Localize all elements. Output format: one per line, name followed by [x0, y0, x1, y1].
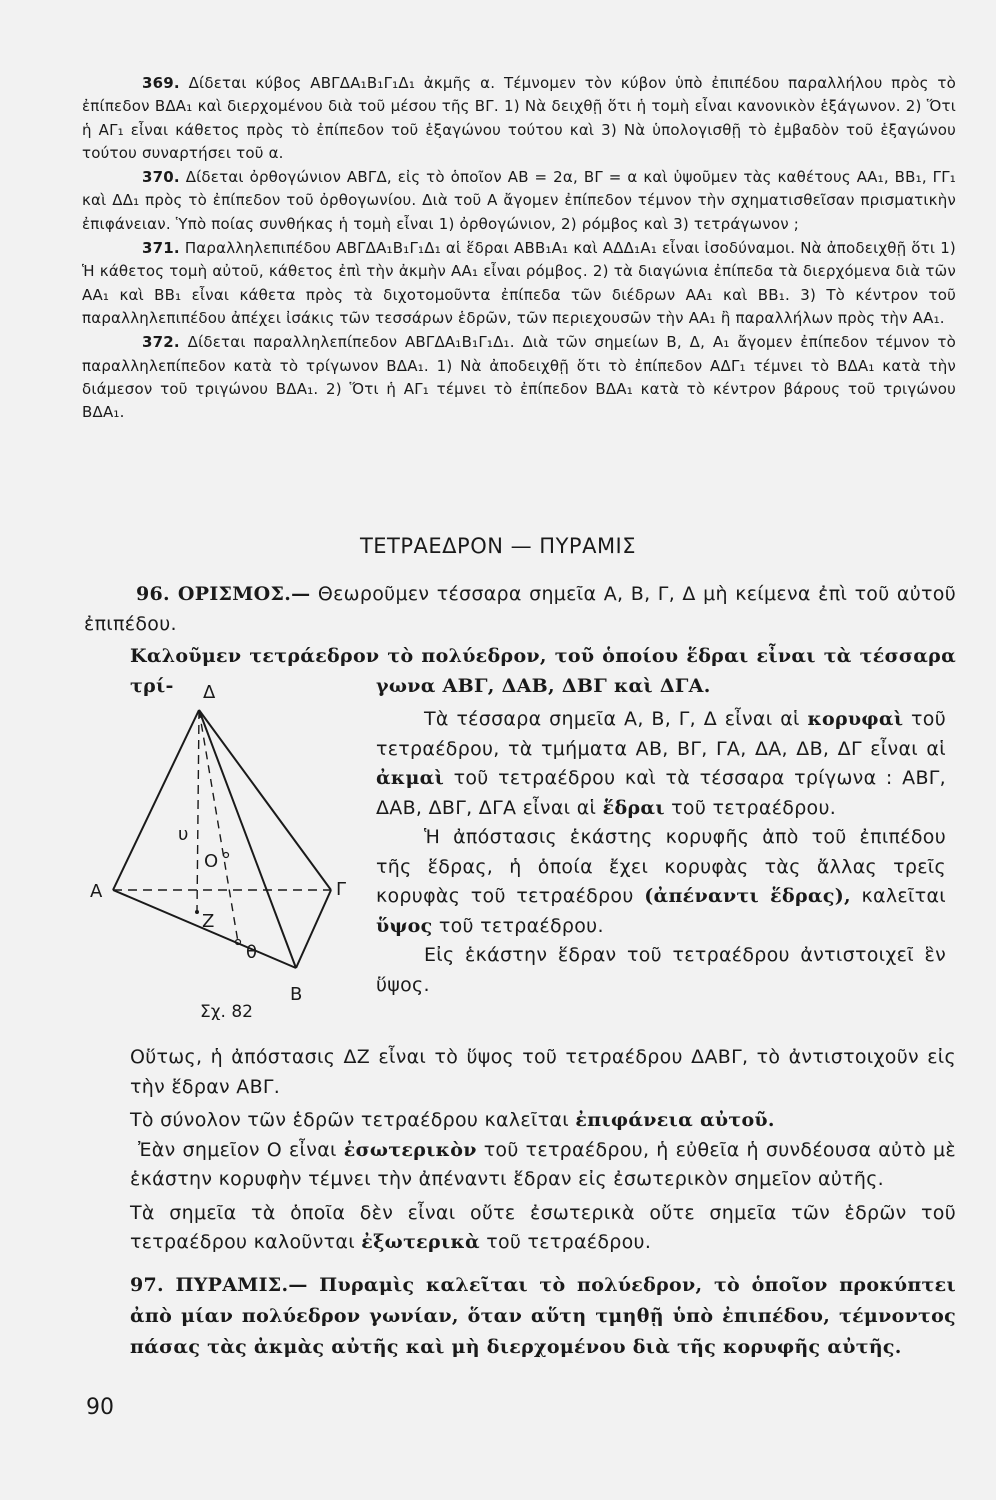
definition-line-1: Καλοῦμεν τετράεδρον τὸ πολύεδρον, τοῦ ὁποίου ἕδραι εἶναι τὰ τέσσαρα τρί- — [130, 645, 956, 697]
edge-DG — [199, 710, 331, 890]
label-G: Γ — [336, 879, 347, 900]
tetrahedron-diagram — [86, 680, 356, 1020]
right-column-text — [376, 705, 946, 1000]
exterior-paragraph: Τὰ σημεῖα τὰ ὁποῖα δὲν εἶναι οὔτε ἐσωτερικὰ οὔτε σημεῖα τῶν ἑδρῶν τοῦ τετραέδρου καλοῦνται ἐξωτερικὰ τοῦ τετραέδρου. — [130, 1201, 956, 1253]
label-O: Ο — [204, 851, 219, 872]
problems-block — [82, 72, 956, 424]
example-paragraph: Οὕτως, ἡ ἀπόστασις ΔΖ εἶναι τὸ ὕψος τοῦ τετραέδρου ΔΑΒΓ, τὸ ἀντιστοιχοῦν εἰς τὴν ἕδραν ΑΒΓ. — [130, 1046, 956, 1098]
label-B: Β — [290, 984, 303, 1005]
label-A: Α — [90, 881, 103, 902]
definition-intro: 96. ΟΡΙΣΜΟΣ.— Θεωροῦμεν τέσσαρα σημεῖα Α, Β, Γ, Δ μὴ κείμενα ἐπὶ τοῦ αὐτοῦ ἐπιπέδου. — [84, 583, 956, 635]
tetrahedron-figure — [86, 680, 356, 1020]
label-theta: θ — [246, 942, 258, 963]
label-D: Δ — [203, 682, 216, 703]
height-paragraph: Ἡ ἀπόστασις ἑκάστης κορυφῆς ἀπὸ τοῦ ἐπιπέδου τῆς ἕδρας, ἡ ὁποία ἔχει κορυφὰς τὰς ἄλλας τρεῖς κορυφὰς τοῦ τετραέδρου (ἀπέναντι ἕδρας), καλεῖται ὕψος τοῦ τετραέδρου. — [376, 826, 947, 937]
problem-372: 372. Δίδεται παραλληλεπίπεδον ΑΒΓΔΑ₁Β₁Γ₁Δ₁. Διὰ τῶν σημείων Β, Δ, Α₁ ἄγομεν ἐπίπεδον τέμνον τὸ παραλληλεπίπεδον κατὰ τὸ τρίγωνον ΒΔΑ₁. 1) Νὰ ἀποδειχθῇ ὅτι τὸ ἐπίπεδον ΑΔΓ₁ τέμνει τὸ ΒΔΑ₁ κατὰ τὴν διάμεσον τοῦ τριγώνου ΒΔΑ₁. 2) Ὅτι ἡ ΑΓ₁ τέμνει τὸ ἐπίπεδον ΒΔΑ₁ κατὰ τὸ κέντρον βάρους τοῦ τριγώνου ΒΔΑ₁. — [82, 333, 956, 422]
problem-371: 371. Παραλληλεπιπέδου ΑΒΓΔΑ₁Β₁Γ₁Δ₁ αἱ ἕδραι ΑΒΒ₁Α₁ καὶ ΑΔΔ₁Α₁ εἶναι ἰσοδύναμοι. Νὰ ἀποδειχθῇ ὅτι 1) Ἡ κάθετος τομὴ αὐτοῦ, κάθετος ἐπὶ τὴν ἀκμὴν ΑΑ₁ εἶναι ρόμβος. 2) τὰ διαγώνια ἐπίπεδα τὰ διερχόμενα διὰ τῶν ΑΑ₁ καὶ ΒΒ₁ εἶναι κάθετα πρὸς τὰ διχοτομοῦντα ἐπίπεδα τῶν διέδρων ΑΑ₁ καὶ ΒΒ₁. 3) Τὸ κέντρον τοῦ παραλληλεπιπέδου ἀπέχει ἰσάκις τῶν τεσσάρων ἑδρῶν, τῶν περιεχουσῶν τὴν ΑΑ₁ ἢ παραλλήλων πρὸς τὴν ΑΑ₁. — [82, 239, 956, 327]
pyramid-definition: 97. ΠΥΡΑΜΙΣ.— Πυραμὶς καλεῖται τὸ πολύεδρον, τὸ ὁποῖον προκύπτει ἀπὸ μίαν πολύεδρον γωνίαν, ὅταν αὕτη τμηθῇ ὑπὸ ἐπιπέδου, τέμνοντος πάσας τὰς ἀκμὰς αὐτῆς καὶ μὴ διερχομένου διὰ τῆς κορυφῆς αὐτῆς. — [130, 1274, 956, 1358]
section-title: ΤΕΤΡΑΕΔΡΟΝ — ΠΥΡΑΜΙΣ — [359, 534, 637, 558]
height-DZ — [197, 710, 199, 912]
edge-GB — [296, 890, 331, 968]
problem-370: 370. Δίδεται ὀρθογώνιον ΑΒΓΔ, εἰς τὸ ὁποῖον ΑΒ = 2α, ΒΓ = α καὶ ὑψοῦμεν τὰς καθέτους ΑΑ₁, ΒΒ₁, ΓΓ₁ καὶ ΔΔ₁ πρὸς τὸ ἐπίπεδον τοῦ ὀρθογωνίου. Διὰ τοῦ Α ἄγομεν ἐπίπεδον τέμνον τὴν σχηματισθεῖσαν πρισματικὴν ἐπιφάνειαν. Ὑπὸ ποίας συνθήκας ἡ τομὴ εἶναι 1) ὀρθογώνιον, 2) ρόμβος καὶ 3) τετράγωνον ; — [82, 168, 957, 233]
problem-369: 369. Δίδεται κύβος ΑΒΓΔΑ₁Β₁Γ₁Δ₁ ἀκμῆς α. Τέμνομεν τὸν κύβον ὑπὸ ἐπιπέδου παραλλήλου πρὸς τὸ ἐπίπεδον ΒΔΑ₁ καὶ διερχομένου διὰ τοῦ μέσου τῆς ΒΓ. 1) Νὰ δειχθῇ ὅτι ἡ τομὴ εἶναι κανονικὸν ἑξάγωνον. 2) Ὅτι ἡ ΑΓ₁ εἶναι κάθετος πρὸς τὸ ἐπίπεδον τοῦ ἑξαγώνου τούτου καὶ 3) Νὰ ὑπολογισθῇ τὸ ἐμβαδὸν τοῦ ἑξαγώνου τούτου συναρτήσει τοῦ α. — [82, 74, 956, 162]
edge-DA — [113, 710, 199, 890]
vertices-paragraph: Τὰ τέσσαρα σημεῖα Α, Β, Γ, Δ εἶναι αἱ κορυφαὶ τοῦ τετραέδρου, τὰ τμήματα ΑΒ, ΒΓ, ΓΑ, ΔΑ, ΔΒ, ΔΓ εἶναι αἱ ἀκμαὶ τοῦ τετραέδρου καὶ τὰ τέσσαρα τρίγωνα : ΑΒΓ, ΔΑΒ, ΔΒΓ, ΔΓΑ εἶναι αἱ ἕδραι τοῦ τετραέδρου. — [376, 708, 947, 819]
surface-paragraph: Τὸ σύνολον τῶν ἑδρῶν τετραέδρου καλεῖται ἐπιφάνεια αὐτοῦ. — [130, 1109, 775, 1131]
label-Z: Ζ — [202, 911, 215, 932]
definition-line-2: γωνα ΑΒΓ, ΔΑΒ, ΔΒΓ καὶ ΔΓΑ. — [376, 675, 711, 697]
point-O — [224, 853, 229, 858]
figure-caption: Σχ. 82 — [200, 1002, 254, 1020]
interior-paragraph: Ἐὰν σημεῖον Ο εἶναι ἐσωτερικὸν τοῦ τετραέδρου, ἡ εὐθεῖα ἡ συνδέουσα αὐτὸ μὲ ἑκάστην κορυφὴν τέμνει τὴν ἀπέναντι ἕδραν εἰς ἐσωτερικὸν σημεῖον αὐτῆς. — [130, 1138, 957, 1190]
each-face-paragraph: Εἰς ἑκάστην ἕδραν τοῦ τετραέδρου ἀντιστοιχεῖ ἓν ὕψος. — [376, 944, 946, 996]
label-u: υ — [178, 824, 189, 845]
line-D-theta — [199, 710, 238, 942]
lower-text — [130, 1043, 956, 1258]
page-number: 90 — [86, 1395, 114, 1420]
point-Z — [195, 910, 199, 914]
